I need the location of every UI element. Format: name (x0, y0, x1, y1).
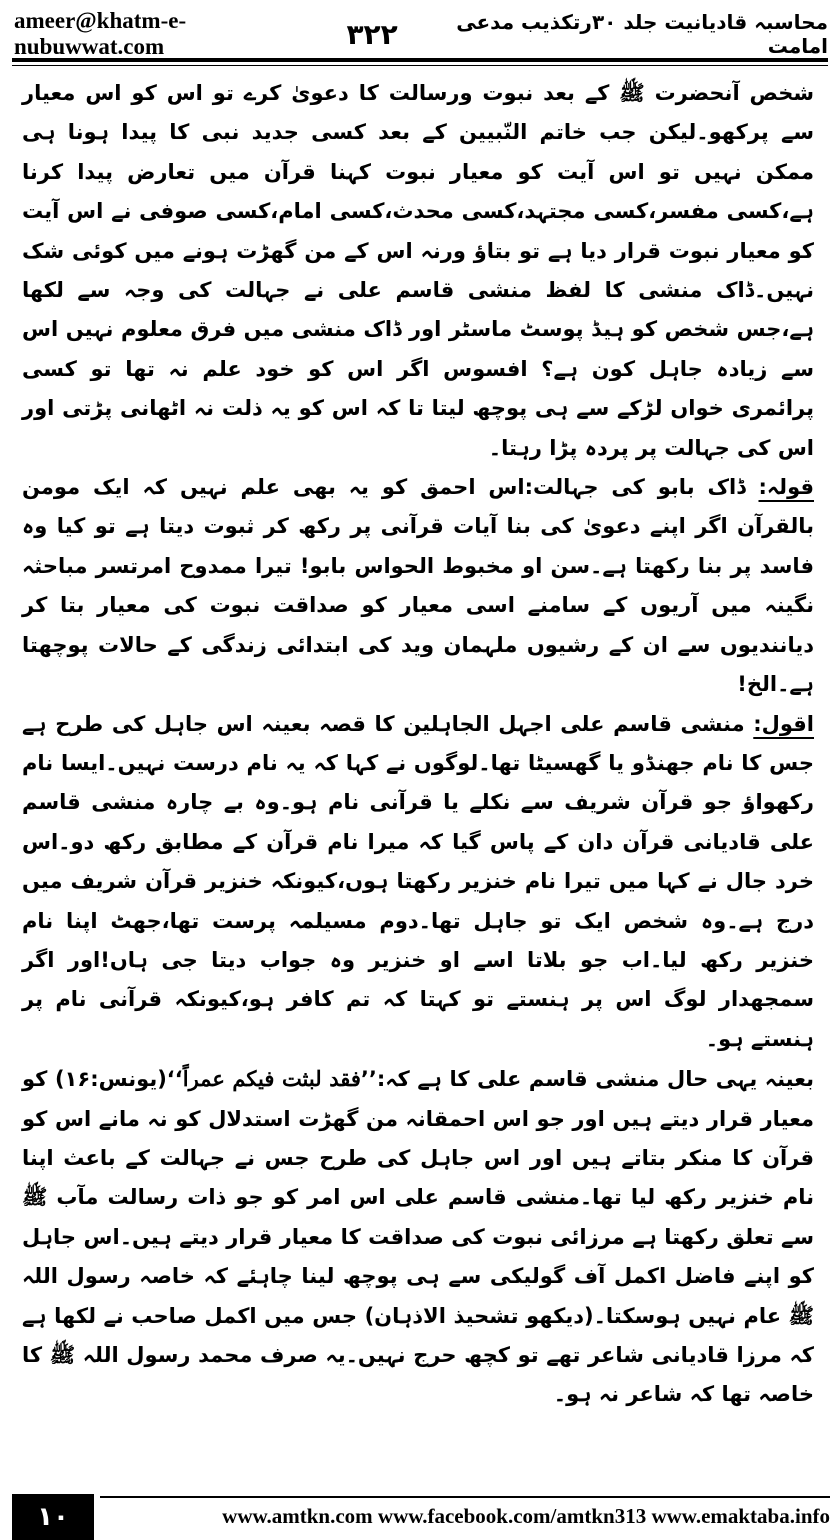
paragraph-3-text: منشی قاسم علی اجہل الجاہلین کا قصہ بعینہ اس جاہل کی طرح ہے جس کا نام جھنڈو یا گھسیٹا تھا۔لوگوں نے کہا کہ یہ نام درست نہیں۔ایسا نام رکھواؤ جو قرآن شریف سے نکلے یا قرآنی نام ہو۔وہ بے چارہ منشی قاسم علی قادیانی قرآن دان کے پاس گیا کہ میرا نام قرآن کے مطابق رکھ دو۔اس خرد جال نے کہا میں تیرا نام خنزیر رکھتا ہوں،کیونکہ خنزیر قرآن شریف میں درج ہے۔وہ شخص ایک تو جاہل تھا۔دوم مسیلمہ پرست تھا،جھٹ اپنا نام خنزیر رکھ لیا۔اب جو بلاتا اسے او خنزیر وہ جواب دیتا جی ہاں!اور اگر سمجھدار لوگ اس پر ہنستے تو کہتا کہ تم کافر ہو،کیونکہ قرآنی نام پر ہنستے ہو۔ (22, 711, 814, 1051)
header-left (14, 8, 398, 60)
paragraph-4-rest: ‘‘(یونس:۱۶) کو معیار قرار دیتے ہیں اور جو اس احمقانہ من گھڑت استدلال کو نہ مانے اس کو قرآن کا منکر بتاتے ہیں اور اس جاہل کی طرح جس نے جہالت کے باعث اپنا نام خنزیر رکھ لیا تھا۔منشی قاسم علی اس امر کو جو ذات رسالت مآب ﷺ سے تعلق رکھتا ہے مرزائی نبوت کی صداقت کا معیار قرار دیتے ہیں۔اس جاہل کو اپنے فاضل اکمل آف گولیکی سے ہی پوچھ لینا چاہئے کہ خاصہ رسول اللہ ﷺ عام نہیں ہوسکتا۔(دیکھو تشحیذ الاذہان) جس میں اکمل صاحب نے لکھا ہے کہ مرزا قادیانی شاعر تھے تو کچھ حرج نہیں۔یہ صرف محمد رسول اللہ ﷺ کا خاصہ تھا کہ شاعر نہ ہو۔ (22, 1067, 814, 1407)
body-text (22, 74, 814, 1484)
paragraph-qawluhu (22, 468, 814, 704)
page-footer (0, 1494, 840, 1540)
running-header (14, 8, 828, 59)
qawluhu-label: قولہ: (758, 475, 814, 500)
footer-rule (100, 1496, 830, 1498)
paragraph-1: شخص آنحضرت ﷺ کے بعد نبوت ورسالت کا دعویٰ کرے تو اس کو اس معیار سے پرکھو۔لیکن جب خاتم النّبیین کے بعد کسی جدید نبی کا پیدا ہونا ہی ممکن نہیں تو اس آیت کو معیار نبوت کہنا قرآن میں تعارض پیدا کرنا ہے،کسی مفسر،کسی مجتہد،کسی محدث،کسی امام،کسی صوفی نے اس آیت کو معیار نبوت قرار دیا ہے تو بتاؤ ورنہ اس کے من گھڑت ہونے میں کوئی شک نہیں۔ڈاک منشی کا لفظ منشی قاسم علی نے جہالت کی وجہ سے لکھا ہے،جس شخص کو ہیڈ پوسٹ ماسٹر اور ڈاک منشی میں فرق معلوم نہیں اس سے زیادہ جاہل کون ہے؟ افسوس اگر اس کو خود علم نہ تھا تو کسی پرائمری خواں لڑکے سے ہی پوچھ لیتا تا کہ اس کو یہ ذلت نہ اٹھانی پڑتی اور اس کی جہالت پر پردہ پڑا رہتا۔ (22, 81, 814, 460)
paragraph-aqoolu (22, 705, 814, 1060)
paragraph-4-lead: بعینہ یہی حال منشی قاسم علی کا ہے کہ:’’ (360, 1067, 814, 1092)
header-rule-thick (12, 58, 828, 62)
header-title: محاسبہ قادیانیت جلد ۳۰رتکذیب مدعی امامت (456, 10, 828, 58)
footer-page-number: ۱۰ (12, 1494, 94, 1540)
header-email[interactable]: ameer@khatm-e-nubuwwat.com (14, 8, 187, 59)
paragraph-2-text: ڈاک بابو کی جہالت:اس احمق کو یہ بھی علم نہیں کہ ایک مومن بالقرآن اگر اپنے دعویٰ کی بنا آیات قرآنی پر رکھ کر ثبوت دیتا ہے تو کیا وہ فاسد پر بنا رکھتا ہے۔سن او مخبوط الحواس بابو! تیرا ممدوح امرتسر مباحثہ نگینہ میں آریوں کے سامنے اسی معیار کو صداقت نبوت کی معیار بتا کر دیانندیوں سے ان کے رشیوں ملہمان وید کی ابتدائی زندگی کے حالات پوچھتا ہے۔الخ! (22, 475, 814, 697)
quranic-ayah: فقد لبثت فیکم عمراً (182, 1066, 361, 1092)
footer-links[interactable]: www.amtkn.com www.facebook.com/amtkn313 www.emaktaba.info (222, 1504, 830, 1528)
aqoolu-label: اقول: (753, 711, 814, 736)
paragraph-4 (22, 1059, 814, 1415)
header-page-number: ۳۲۲ (346, 17, 398, 51)
header-rule-thin (12, 65, 828, 66)
